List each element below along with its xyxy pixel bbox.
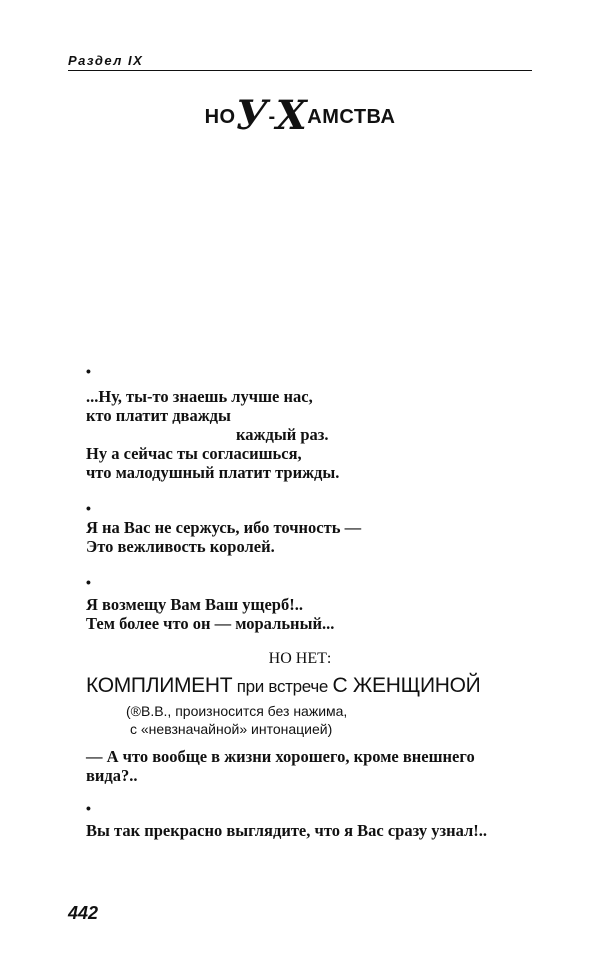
section-label: Раздел IX [68, 53, 144, 68]
title-big-letter-2: Х [275, 92, 308, 139]
stanza-2 [86, 518, 361, 556]
stanza-2-line-1: Я на Вас не сержусь, ибо точность — [86, 518, 362, 537]
stanza-1 [86, 387, 339, 482]
chapter-title [0, 92, 600, 139]
stanza-1-line-2: кто платит дважды [86, 406, 231, 425]
but-not-heading: НО НЕТ: [268, 650, 332, 667]
compliment-part-3: С ЖЕНЩИНОЙ [332, 674, 481, 697]
stanza-3-line-2: Тем более что он — моральный... [86, 614, 335, 633]
stanza-1-line-5: что малодушный платит трижды. [86, 463, 340, 482]
bullet-2: • [86, 500, 91, 516]
title-part-2: АМСТВА [307, 106, 396, 128]
compliment-part-1: КОМПЛИМЕНТ [86, 674, 233, 697]
bullet-3: • [86, 574, 91, 590]
stanza-4 [86, 747, 475, 785]
stanza-4-line-2: вида?.. [86, 766, 138, 785]
stanza-3 [86, 595, 334, 633]
compliment-note [126, 702, 347, 738]
stanza-3-line-1: Я возмещу Вам Ваш ущерб!.. [86, 595, 303, 614]
bullet-1: • [86, 363, 91, 379]
stanza-1-line-1: ...Ну, ты-то знаешь лучше нас, [86, 387, 313, 406]
title-big-letter-1: У [235, 92, 269, 139]
stanza-1-line-4: Ну а сейчас ты согласишься, [86, 444, 302, 463]
header-rule [68, 70, 532, 71]
compliment-part-2: при встрече [232, 677, 333, 696]
stanza-2-line-2: Это вежливость королей. [86, 537, 275, 556]
stanza-5 [86, 821, 487, 840]
title-part-1: НО [204, 106, 236, 128]
bullet-4: • [86, 800, 91, 816]
stanza-1-line-3: каждый раз. [236, 425, 329, 444]
stanza-5-line-1: Вы так прекрасно выглядите, что я Вас сразу узнал!.. [86, 821, 488, 840]
page-number: 442 [68, 903, 99, 923]
note-line-1: (®В.В., произносится без нажима, [126, 703, 348, 719]
note-line-2: с «невзначайной» интонацией) [130, 721, 333, 737]
title-dash: - [268, 106, 276, 128]
stanza-4-line-1: — А что вообще в жизни хорошего, кроме внешнего [86, 747, 475, 766]
compliment-heading [86, 674, 480, 698]
